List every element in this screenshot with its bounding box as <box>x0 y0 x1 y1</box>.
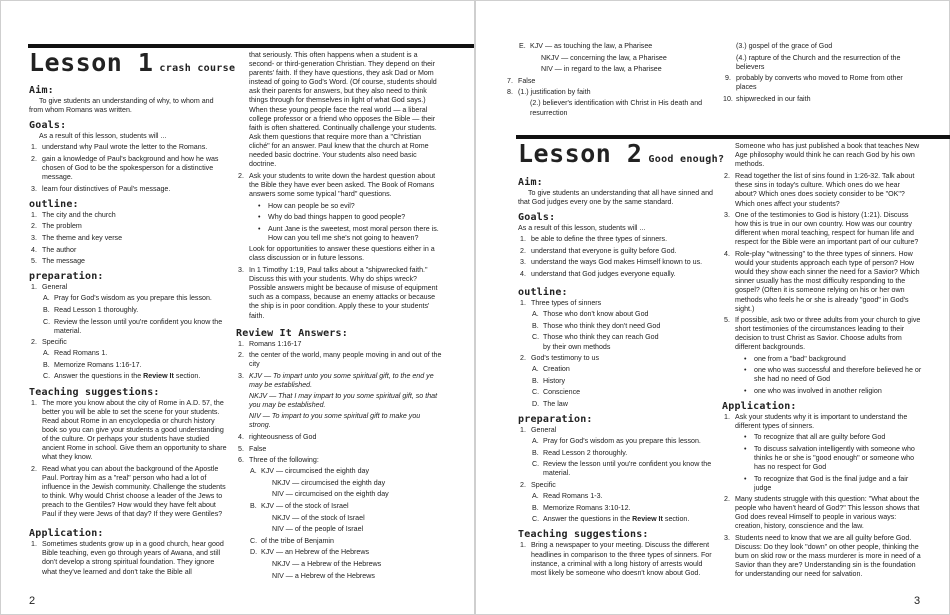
application-item: 2. Many students struggle with this question: "What about the people who haven't heard of God?" This lesson shows that God does reveal Himself to people in various ways: creation, history, conscience and the law. <box>724 495 920 531</box>
page-number: 2 <box>29 595 36 607</box>
application-item: 1. Sometimes students grow up in a good church, hear good Bible teaching, even go through years of Awana, and still don't develop a strong spiritual foundation. They ignore what they've learned and don't take the Bible all <box>31 540 224 576</box>
outline-item: 2. God's testimony to us A. Creation B. History C. Conscience D. The law <box>520 354 599 408</box>
aim-heading: Aim: <box>29 85 54 96</box>
goal-item: 3. understand the ways God makes Himself known to us. <box>520 258 703 267</box>
lesson-subtitle: Good enough? <box>648 154 725 165</box>
bullet-item: • To discuss salvation intelligently with someone who thinks he or she is "good enough" or someone who has no respect for God <box>744 445 922 472</box>
right-column-2 <box>722 142 922 582</box>
outline-item: 2. The problem <box>31 222 82 231</box>
teaching-item: 1. Bring a newspaper to your meeting. Discuss the different headlines in comparison to the three types of sinners. For instance, a criminal with a long history of arrests would most likely be someone who doesn't know about God. <box>520 541 712 577</box>
goals-intro: As a result of this lesson, students will ... <box>39 132 167 141</box>
outline-list <box>29 211 229 266</box>
application-item: 2. Ask your students to write down the hardest question about the Bible they have ever been asked. The Book of Romans answers some some typical "hard" questions. • How can people be so evil? • Why do bad things happen to good people? • Aunt Jane is the sweetest, most moral person there is. How can you tell me she's not going to heaven? Look for opportunities to answer these questions either in a class discussion or in future lessons. <box>249 172 442 263</box>
review-answer: 9. probably by converts who moved to Rome from other places <box>725 74 903 92</box>
prep-specific: 2. Specific A. Read Romans 1-3. B. Memorize Romans 3:10-12. C. Answer the questions in the Review It section. <box>520 481 690 524</box>
preparation-list <box>29 283 229 381</box>
application-heading: Application: <box>722 400 797 412</box>
prep-specific: 2. Specific A. Read Romans 1. B. Memorize Romans 1:16-17. C. Answer the questions in the Review It section. <box>31 338 201 381</box>
review-answer: 5. False <box>238 444 267 453</box>
review-answer: 4. righteousness of God <box>238 432 317 441</box>
outline-heading: outline: <box>29 198 79 210</box>
bullet-item: • Aunt Jane is the sweetest, most moral person there is. How can you tell me she's not going to heaven? <box>258 225 442 243</box>
review-cont-column-2 <box>723 42 923 107</box>
lesson-subtitle: crash course <box>159 63 236 74</box>
lesson-label: Lesson 1 <box>29 48 154 77</box>
bullet-item: • one who was involved in another religion <box>744 387 922 396</box>
aim-heading: Aim: <box>518 177 543 188</box>
review-answer: 8. (1.) justification by faith (2.) believer's identification with Christ in His death and resurrection <box>507 88 703 117</box>
review-answer: 10. shipwrecked in our faith <box>723 94 811 103</box>
outline-heading: outline: <box>518 287 568 299</box>
teaching-item-cont: Someone who has just published a book that teaches New Age philosophy would think he can reach God by his own methods. <box>735 142 920 169</box>
left-column-2 <box>236 51 442 583</box>
preparation-heading: preparation: <box>518 414 593 426</box>
preparation-list <box>518 426 716 524</box>
review-answer: 7. False <box>507 76 536 85</box>
application-item: 3. Students need to know that we are all guilty before God. Discuss: Do they look "down" on other people, thinking the bum on skid row or the mass murderer is more in need of a Savior than they are? Understanding sin is the foundation for understanding our need for salvation. <box>724 534 921 579</box>
goal-item: 2. understand that everyone is guilty before God. <box>520 246 677 255</box>
lesson-label: Lesson 2 <box>518 139 643 168</box>
review-list-end <box>723 74 923 104</box>
review-cont-column-1 <box>505 42 715 120</box>
review-answer: (3.) gospel of the grace of God <box>736 42 833 50</box>
teaching-list <box>518 541 716 577</box>
review-list-cont <box>505 42 715 118</box>
goals-heading: Goals: <box>518 212 556 224</box>
bullet-item: • one who was successful and therefore believed he or she had no need of God <box>744 366 922 384</box>
lesson-2-title <box>518 139 724 168</box>
bullet-item: • Why do bad things happen to good people? <box>258 213 442 222</box>
teaching-item: 3. One of the testimonies to God is history (1:21). Discuss how this is true in our own country. How was our country different when moral teaching, respect for human life and respect for the Bible were an important part of our culture? <box>724 211 919 247</box>
lesson-1-title <box>29 48 235 77</box>
review-answer: 6. Three of the following: A. KJV — circumcised the eighth day NKJV — circumcised the eighth day NIV — circumcised on the eighth day B. KJV — of the stock of Israel NKJV — of the stock of Israel NIV — of the people of Israel C. of the tribe of Benjamin D. KJV — an Hebrew of the Hebrews NKJV — a Hebrew of the Hebrews NIV — a Hebrew of the Hebrews <box>238 456 389 580</box>
bullet-item: • To recognize that God is the final judge and a fair judge <box>744 475 922 493</box>
teaching-item: 2. Read together the list of sins found in 1:26-32. Talk about these sins in today's culture. Which ones do we hear about? Which ones does society consider to be "OK"? Which ones affect your students? <box>724 172 915 208</box>
right-column-1 <box>518 172 716 580</box>
teaching-item: 5. If possible, ask two or three adults from your church to give short testimonies of the circumstances leading to their decision to trust Christ as Savior. Choose adults from different backgrounds. • one from a "bad" background • one who was successful and therefore believed he or she had no need of God • one who was involved in another religion <box>735 316 922 396</box>
application-item: 3. In 1 Timothy 1:19, Paul talks about a "shipwrecked faith." Discuss this with your students. Why do ships wreck? Possible answers might be because of misuse of equipment such as a compass, because an enemy attacks or because the ship is in poor condition. Apply these to your students' faith. <box>238 266 438 320</box>
outline-list <box>518 299 716 409</box>
teaching-item: 4. Role-play "witnessing" to the three types of sinners. How would your students approach each type of person? How would they show each sinner the need for a Savior? Which sinner usually has the most difficulty responding to the gospel? (Often it is someone relying on his or her own methods who feels he or she is already "good" in God's sight.) <box>724 250 920 313</box>
bullet-item: • How can people be so evil? <box>258 202 442 211</box>
goals-intro: As a result of this lesson, students will ... <box>518 224 646 233</box>
bullet-item: • one from a "bad" background <box>744 355 922 364</box>
outline-item: 1. Three types of sinners A. Those who don't know about God B. Those who think they don't need God C. Those who think they can reach God by their own methods <box>520 299 661 351</box>
prep-general: 1. General A. Pray for God's wisdom as you prepare this lesson. B. Read Lesson 1 thoroughly. C. Review the lesson until you're confident you know the material. <box>31 283 223 335</box>
outline-item: 4. The author <box>31 245 77 254</box>
goal-item: 3. learn four distinctives of Paul's message. <box>31 184 171 193</box>
goals-list <box>518 235 716 279</box>
goals-heading: Goals: <box>29 120 67 132</box>
review-list <box>236 340 442 581</box>
prep-general: 1. General A. Pray for God's wisdom as you prepare this lesson. B. Read Lesson 2 thoroughly. C. Review the lesson until you're confident you know the material. <box>520 426 712 478</box>
review-answer: 3. KJV — To impart unto you some spiritual gift, to the end ye may be established. NKJV — That I may impart to you some spiritual gift, so that you may be established. NIV — To impart to you some spiritual gift to make you strong. <box>238 371 438 430</box>
review-answer: E. KJV — as touching the law, a Pharisee NKJV — concerning the law, a Pharisee NIV — in regard to the law, a Pharisee <box>519 42 667 74</box>
teaching-item: 2. Read what you can about the background of the Apostle Paul. Portray him as a "real" person who had a lot of influence in the Jewish community. Challenge the students to think. Why would Christ choose a leader of the Jews to preach to the Gentiles? How would they have felt about Paul if they were Jews of that day? If they were Gentiles? <box>31 464 226 519</box>
review-answer: (4.) rapture of the Church and the resurrection of the believers <box>736 53 901 71</box>
review-answer: 2. the center of the world, many people moving in and out of the city <box>238 351 442 369</box>
outline-item: 3. The theme and key verse <box>31 233 123 242</box>
application-item-cont: that seriously. This often happens when a student is a second- or third-generation Christian. They depend on their parents' faith. If they have questions, they ask Dad or Mom instead of going to God's Word. (Of course, students should ask their parents for answers, but they also need to think things through for themselves in light of what God says.) When these young people face the real world — a liberal college professor or a friend who opposes the Bible — their faith is often shattered. Continually challenge your students. Ask them questions that require more than a "Christian cliché" for an answer. Paul knew that the church at Rome needed basic doctrine. Your students also need basic doctrine. <box>249 51 437 169</box>
goal-item: 4. understand that God judges everyone equally. <box>520 270 676 279</box>
teaching-list <box>29 399 229 520</box>
application-list <box>29 540 229 576</box>
aim-text: To give students an understanding that all have sinned and that God judges every one by the same standard. <box>518 189 713 207</box>
outline-item: 5. The message <box>31 257 85 266</box>
application-heading: Application: <box>29 528 104 540</box>
aim-text: To give students an understanding of why, to whom and from whom Romans was written. <box>29 97 214 115</box>
teaching-heading: Teaching suggestions: <box>518 529 649 541</box>
goal-item: 1. be able to define the three types of sinners. <box>520 235 668 244</box>
goals-list <box>29 143 229 193</box>
teaching-item: 1. The more you know about the city of Rome in A.D. 57, the better you will be able to set the scene for your students. Read about Rome in an encyclopedia or church history book so you can give your students a good understanding of the culture. Or perhaps your students have studied ancient Rome in school. Give them an opportunity to share what they know. <box>31 398 227 462</box>
outline-item: 1. The city and the church <box>31 210 116 219</box>
preparation-heading: preparation: <box>29 271 104 283</box>
goal-item: 2. gain a knowledge of Paul's background and how he was chosen of God to be the spokesperson for a distinctive message. <box>31 154 219 182</box>
right-page <box>476 0 950 615</box>
page-number: 3 <box>914 595 921 607</box>
review-heading: Review It Answers: <box>236 327 348 339</box>
application-list-cont <box>236 172 442 320</box>
teaching-list-cont <box>722 172 922 396</box>
teaching-heading: Teaching suggestions: <box>29 386 160 398</box>
left-column-1 <box>29 80 229 579</box>
application-item: 1. Ask your students why it is important to understand the different types of sinners. • To recognize that all are guilty before God • To discuss salvation intelligently with someone who thinks he or she is "good enough" or someone who has no respect for God • To recognize that God is the final judge and a fair judge <box>735 413 922 493</box>
application-list <box>722 413 922 580</box>
left-page <box>0 0 474 615</box>
bullet-item: • To recognize that all are guilty before God <box>744 433 922 442</box>
review-answer: 1. Romans 1:16-17 <box>238 339 302 348</box>
goal-item: 1. understand why Paul wrote the letter to the Romans. <box>31 143 208 152</box>
